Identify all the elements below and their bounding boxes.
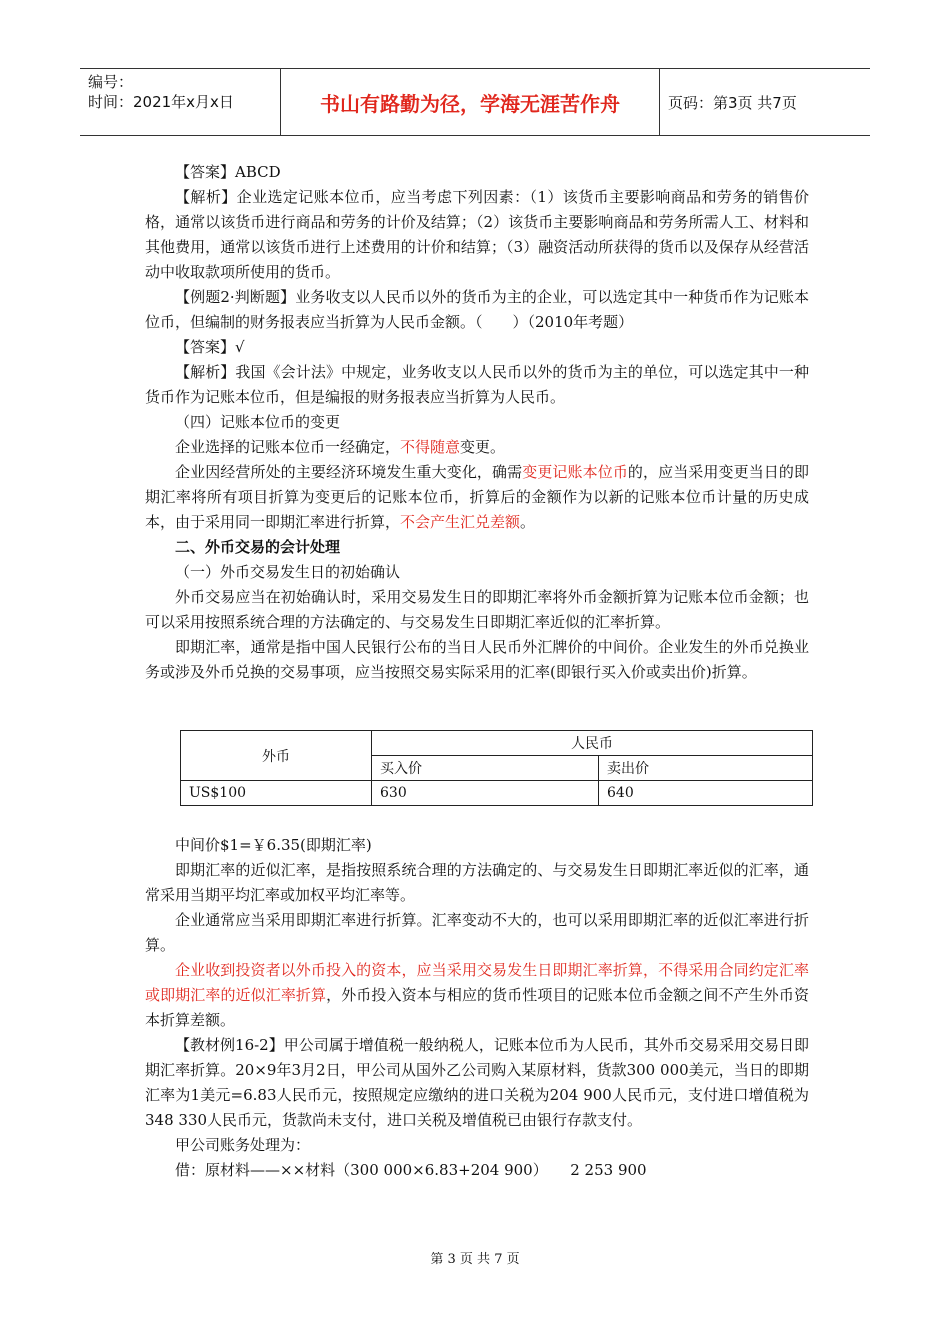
- paragraph-accounting: 甲公司账务处理为：: [175, 1136, 311, 1154]
- answer-2: 【答案】√: [175, 338, 245, 356]
- date-label: 时间：2021年x月x日: [88, 93, 234, 111]
- paragraph-approx-rate: 即期汇率的近似汇率，是指按照系统合理的方法确定的、与交易发生日即期汇率近似的汇率，通常采用当期平均汇率或加权平均汇率等。: [145, 861, 809, 904]
- table-row: [181, 781, 813, 806]
- subheading-4: （四）记账本位币的变更: [175, 413, 341, 431]
- header-meta: [80, 69, 280, 135]
- header-motto: 书山有路勤为径，学海无涯苦作舟: [280, 69, 660, 135]
- page-header: [80, 68, 870, 136]
- text-run: 变更。: [460, 438, 506, 456]
- serial-label: 编号：: [88, 73, 134, 91]
- answer-1: 【答案】ABCD: [175, 163, 281, 181]
- analysis-1: 【解析】企业选定记账本位币，应当考虑下列因素：（1）该货币主要影响商品和劳务的销售价格，通常以该货币进行商品和劳务的计价及结算；（2）该货币主要影响商品和劳务所需人工、材料和其他费用，通常以该货币进行上述费用的计价和结算；（3）融资活动所获得的货币以及保存从经营活动中收取款项所使用的货币。: [145, 188, 809, 281]
- highlight-text: 变更记账本位币: [522, 463, 628, 481]
- paragraph-usual-rate: 企业通常应当采用即期汇率进行折算。汇率变动不大的，也可以采用即期汇率的近似汇率进行折算。: [145, 911, 809, 954]
- text-run: ，外币投入资本与相应的货币性项目的记账本位币金额之间不产生外币资本折算差额。: [145, 986, 809, 1029]
- subheading-1: （一）外币交易发生日的初始确认: [175, 563, 401, 581]
- highlight-text: 不得随意: [400, 438, 461, 456]
- page-footer: 第 3 页 共 7 页: [430, 1252, 520, 1267]
- paragraph-spot-rate: 即期汇率，通常是指中国人民银行公布的当日人民币外汇牌价的中间价。企业发生的外币兑换业务或涉及外币兑换的交易事项，应当按照交易实际采用的汇率(即银行买入价或卖出价)折算。: [145, 638, 809, 681]
- header-foreign: 外币: [181, 731, 372, 781]
- exchange-rate-table: [180, 730, 813, 806]
- paragraph-change-rule: [145, 435, 809, 460]
- cell-buy: 630: [372, 781, 599, 806]
- section-heading-2: 二、外币交易的会计处理: [175, 538, 341, 556]
- header-sell: 卖出价: [599, 756, 813, 781]
- text-run: 企业选择的记账本位币一经确定，: [175, 438, 401, 456]
- header-rmb: 人民币: [372, 731, 813, 756]
- header-buy: 买入价: [372, 756, 599, 781]
- analysis-2: 【解析】我国《会计法》中规定，业务收支以人民币以外的货币为主的单位，可以选定其中一种货币作为记账本位币，但是编报的财务报表应当折算为人民币。: [145, 363, 809, 406]
- paragraph-initial-recognition: 外币交易应当在初始确认时，采用交易发生日的即期汇率将外币金额折算为记账本位币金额；也可以采用按照系统合理的方法确定的、与交易发生日即期汇率近似的汇率折算。: [145, 588, 809, 631]
- text-run: 。: [520, 513, 536, 531]
- highlight-text: 不会产生汇兑差额: [400, 513, 521, 531]
- example-2: 【例题2·判断题】业务收支以人民币以外的货币为主的企业，可以选定其中一种货币作为记账本位币，但编制的财务报表应当折算为人民币金额。（ ）（2010年考题）: [145, 288, 809, 331]
- document-body: [145, 160, 809, 685]
- highlight-text: 企业收到投资者以外币投入的资本，应当采用交易发生日即期汇率折算，不得采用合同约定汇率或即期汇率的近似汇率折算: [145, 961, 809, 1004]
- paragraph-mid-rate: 中间价$1=￥6.35(即期汇率): [175, 836, 372, 854]
- table-row: [181, 731, 813, 756]
- text-run: 的，应当采用变更当日的即期汇率将所有项目折算为变更后的记账本位币，折算后的金额作为以新的记账本位币计量的历史成本，由于采用同一即期汇率进行折算，: [145, 463, 809, 531]
- paragraph-journal-entry: 借：原材料——××材料（300 000×6.83+204 900） 2 253 900: [175, 1161, 647, 1179]
- paragraph-change-detail: [145, 460, 809, 535]
- paragraph-capital: [145, 958, 809, 1033]
- header-page-label: 页码：第3页 共7页: [668, 93, 797, 112]
- cell-sell: 640: [599, 781, 813, 806]
- text-run: 企业因经营所处的主要经济环境发生重大变化，确需: [175, 463, 523, 481]
- document-body-2: [145, 833, 809, 1183]
- paragraph-example-16-2: 【教材例16-2】甲公司属于增值税一般纳税人，记账本位币为人民币，其外币交易采用交易日即期汇率折算。20×9年3月2日，甲公司从国外乙公司购入某原材料，货款300 000美元，当日的即期汇率为1美元=6.83人民币元，按照规定应缴纳的进口关税为204 900人民币元，支付进口增值税为348 330人民币元，货款尚未支付，进口关税及增值税已由银行存款支付。: [145, 1036, 809, 1129]
- cell-currency: US$100: [181, 781, 372, 806]
